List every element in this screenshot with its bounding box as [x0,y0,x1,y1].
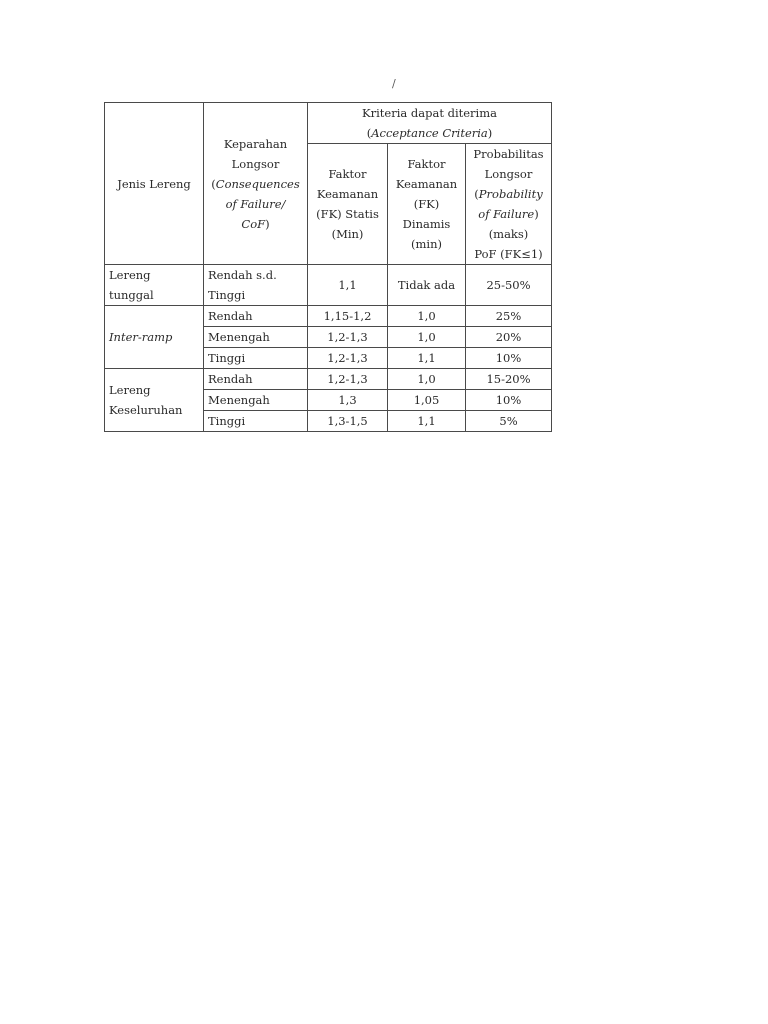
cell-fk-dynamic: 1,0 [388,306,466,327]
cell-fk-static: 1,15-1,2 [308,306,388,327]
cell-fk-static: 1,3-1,5 [308,411,388,432]
cell-fk-dynamic: 1,1 [388,411,466,432]
cell-fk-static: 1,3 [308,390,388,411]
group-label-single-slope: Lereng tunggal [105,265,204,306]
cell-fk-dynamic: Tidak ada [388,265,466,306]
header-severity: Keparahan Longsor (Consequences of Failure/ CoF) [204,103,308,265]
cell-severity: Menengah [204,390,308,411]
table-row [105,306,552,327]
table-header-row [105,103,552,144]
cell-severity: Tinggi [204,411,308,432]
header-acceptance-criteria: Kriteria dapat diterima (Acceptance Criteria) [308,103,552,144]
cell-severity: Rendah s.d. Tinggi [204,265,308,306]
header-probability-of-failure: Probabilitas Longsor (Probability of Failure) (maks) PoF (FK≤1) [466,144,552,265]
cell-pof: 10% [466,390,552,411]
cell-fk-dynamic: 1,1 [388,348,466,369]
cell-severity: Menengah [204,327,308,348]
cell-fk-static: 1,2-1,3 [308,348,388,369]
cell-fk-dynamic: 1,0 [388,327,466,348]
cropped-caption-fragment: / [392,79,396,89]
cell-fk-dynamic: 1,0 [388,369,466,390]
cell-pof: 25-50% [466,265,552,306]
cell-severity: Rendah [204,306,308,327]
group-label-overall-slope: Lereng Keseluruhan [105,369,204,432]
header-slope-type: Jenis Lereng [105,103,204,265]
table-row [105,265,552,306]
cell-fk-static: 1,2-1,3 [308,327,388,348]
cell-pof: 15-20% [466,369,552,390]
table-row [105,369,552,390]
cell-fk-dynamic: 1,05 [388,390,466,411]
cell-pof: 25% [466,306,552,327]
cell-pof: 20% [466,327,552,348]
header-fk-dynamic: Faktor Keamanan (FK) Dinamis (min) [388,144,466,265]
cell-pof: 10% [466,348,552,369]
cell-severity: Tinggi [204,348,308,369]
cell-fk-static: 1,2-1,3 [308,369,388,390]
cell-severity: Rendah [204,369,308,390]
header-fk-static: Faktor Keamanan (FK) Statis (Min) [308,144,388,265]
group-label-inter-ramp: Inter-ramp [105,306,204,369]
slope-acceptance-criteria-table [104,102,552,432]
cell-fk-static: 1,1 [308,265,388,306]
cell-pof: 5% [466,411,552,432]
